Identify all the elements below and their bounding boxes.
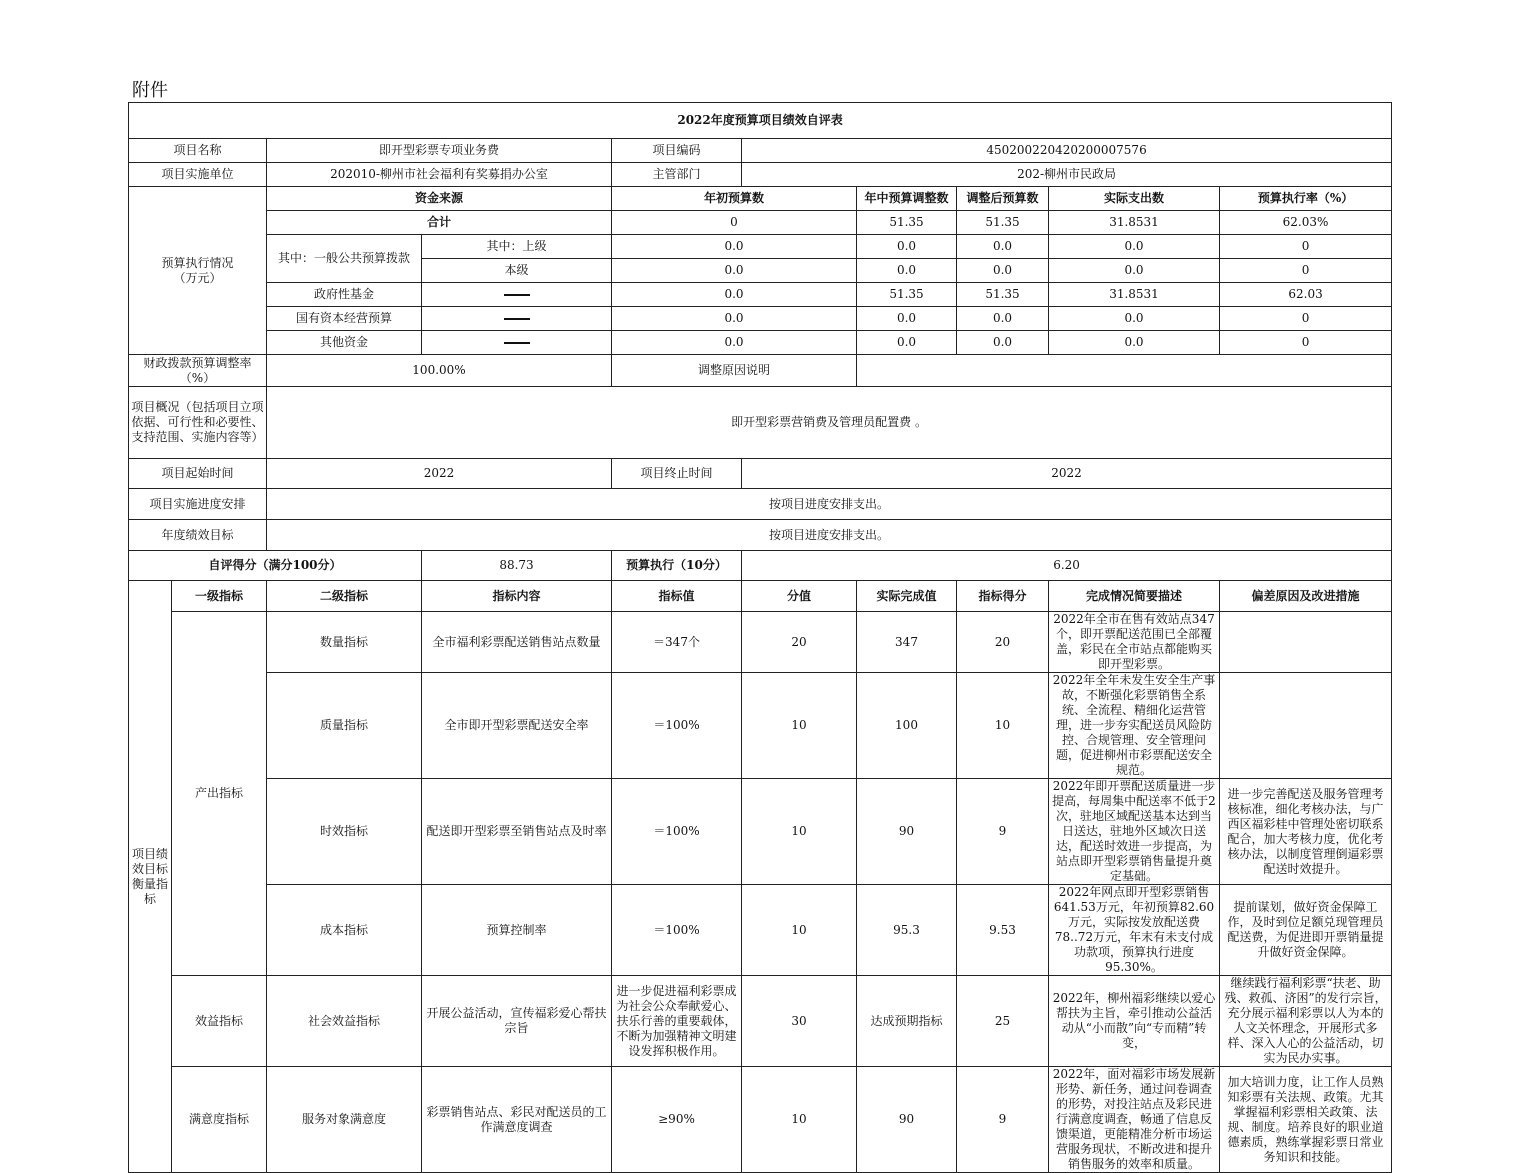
budget-other-actual: 0.0 [1049,331,1220,355]
progress-label: 项目实施进度安排 [129,489,267,520]
ind-deviation: 进一步完善配送及服务管理考核标准，细化考核办法，与广西区福彩桂中管理处密切联系配合，加大考核力度，优化考核办法，以制度管理倒逼彩票配送时效提升。 [1220,779,1392,885]
budget-local-midyear: 0.0 [857,259,957,283]
ind-level2: 质量指标 [267,673,422,779]
project-code: 450200220420200007576 [742,139,1392,163]
output-indicator-label: 产出指标 [172,612,267,976]
ind-header-summary: 完成情况简要描述 [1049,581,1220,612]
ind-summary: 2022年全年未发生安全生产事故，不断强化彩票销售全系统、全流程、精细化运营管理，进一步夯实配送员风险防控、合规管理、安全管理问题，促进柳州市彩票配送安全规范。 [1049,673,1220,779]
self-score-label: 自评得分（满分100分） [129,551,422,581]
ind-score: 10 [957,673,1049,779]
table-row [129,779,1392,885]
budget-upper-initial: 0.0 [612,235,857,259]
budget-total-actual: 31.8531 [1049,211,1220,235]
ind-header-actual: 实际完成值 [857,581,957,612]
budget-govfund-initial: 0.0 [612,283,857,307]
adjust-rate-label: 财政拨款预算调整率（%） [129,355,267,387]
end-time-value: 2022 [742,459,1392,489]
ind-content: 全市即开型彩票配送安全率 [422,673,612,779]
budget-govfund-rate: 62.03 [1220,283,1392,307]
budget-upper-actual: 0.0 [1049,235,1220,259]
satisfaction-indicator-label: 满意度指标 [172,1067,267,1173]
ind-header-points: 分值 [742,581,857,612]
project-name: 即开型彩票专项业务费 [267,139,612,163]
ind-actual: 347 [857,612,957,673]
ind-target: 进一步促进福利彩票成为社会公众奉献爱心、扶乐行善的重要载体，不断为加强精神文明建设发挥积极作用。 [612,976,742,1067]
start-time-label: 项目起始时间 [129,459,267,489]
ind-level2: 服务对象满意度 [267,1067,422,1173]
budget-header-midyear: 年中预算调整数 [857,187,957,211]
budget-total-adjusted: 51.35 [957,211,1049,235]
ind-target: ＝347个 [612,612,742,673]
unit-label: 项目实施单位 [129,163,267,187]
exec-score-label: 预算执行（10分） [612,551,742,581]
budget-upper-midyear: 0.0 [857,235,957,259]
budget-local-rate: 0 [1220,259,1392,283]
ind-content: 全市福利彩票配送销售站点数量 [422,612,612,673]
budget-upper-adjusted: 0.0 [957,235,1049,259]
budget-header-actual: 实际支出数 [1049,187,1220,211]
ind-deviation [1220,612,1392,673]
benefit-indicator-label: 效益指标 [172,976,267,1067]
budget-header-adjusted: 调整后预算数 [957,187,1049,211]
budget-state-dash [422,307,612,331]
dept-value: 202-柳州市民政局 [742,163,1392,187]
ind-points: 10 [742,673,857,779]
budget-general-label: 其中：一般公共预算拨款 [267,235,422,283]
ind-actual: 90 [857,1067,957,1173]
budget-local-actual: 0.0 [1049,259,1220,283]
ind-header-target: 指标值 [612,581,742,612]
budget-govfund-dash [422,283,612,307]
ind-deviation [1220,673,1392,779]
budget-govfund-midyear: 51.35 [857,283,957,307]
budget-total-label: 合计 [267,211,612,235]
ind-summary: 2022年，面对福彩市场发展新形势、新任务，通过问卷调查的形势，对投注站点及彩民进行满意度调查，畅通了信息反馈渠道，更能精准分析市场运营服务现状，不断改进和提升销售服务的效率和质量。 [1049,1067,1220,1173]
ind-header-level2: 二级指标 [267,581,422,612]
budget-upper-rate: 0 [1220,235,1392,259]
start-time-value: 2022 [267,459,612,489]
ind-header-level1: 一级指标 [172,581,267,612]
ind-points: 10 [742,779,857,885]
adjust-reason-value [857,355,1392,387]
ind-score: 25 [957,976,1049,1067]
self-score-value: 88.73 [422,551,612,581]
budget-header-rate: 预算执行率（%） [1220,187,1392,211]
end-time-label: 项目终止时间 [612,459,742,489]
overview-value: 即开型彩票营销费及管理员配置费 。 [267,387,1392,459]
ind-level2: 时效指标 [267,779,422,885]
budget-state-midyear: 0.0 [857,307,957,331]
table-row [129,612,1392,673]
ind-content: 预算控制率 [422,885,612,976]
budget-other-initial: 0.0 [612,331,857,355]
ind-level2: 数量指标 [267,612,422,673]
budget-other-adjusted: 0.0 [957,331,1049,355]
budget-state-actual: 0.0 [1049,307,1220,331]
ind-header-score: 指标得分 [957,581,1049,612]
budget-govfund-adjusted: 51.35 [957,283,1049,307]
ind-summary: 2022年网点即开型彩票销售641.53万元，年初预算82.60万元，实际按发放配送费78..72万元，年末有未支付成功款项，预算执行进度95.30%。 [1049,885,1220,976]
table-title: 2022年度预算项目绩效自评表 [129,103,1392,139]
dept-label: 主管部门 [612,163,742,187]
budget-other-dash [422,331,612,355]
progress-value: 按项目进度安排支出。 [267,489,1392,520]
ind-actual: 达成预期指标 [857,976,957,1067]
project-name-label: 项目名称 [129,139,267,163]
budget-upper-label: 其中：上级 [422,235,612,259]
budget-header-initial: 年初预算数 [612,187,857,211]
ind-actual: 95.3 [857,885,957,976]
table-row [129,976,1392,1067]
ind-header-content: 指标内容 [422,581,612,612]
project-code-label: 项目编码 [612,139,742,163]
ind-points: 30 [742,976,857,1067]
ind-content: 开展公益活动，宣传福彩爱心帮扶宗旨 [422,976,612,1067]
budget-total-rate: 62.03% [1220,211,1392,235]
table-row [129,1067,1392,1173]
budget-other-label: 其他资金 [267,331,422,355]
unit-value: 202010-柳州市社会福利有奖募捐办公室 [267,163,612,187]
ind-deviation: 加大培训力度，让工作人员熟知彩票有关法规、政策。尤其掌握福利彩票相关政策、法规、制度。培养良好的职业道德素质，熟练掌握彩票日常业务知识和技能。 [1220,1067,1392,1173]
ind-summary: 2022年即开票配送质量进一步提高，每周集中配送率不低于2次，驻地区域配送基本达到当日送达，驻地外区域次日送达，配送时效进一步提高，为站点即开型彩票销售量提升奠定基础。 [1049,779,1220,885]
ind-actual: 100 [857,673,957,779]
ind-score: 9.53 [957,885,1049,976]
ind-points: 10 [742,1067,857,1173]
budget-other-midyear: 0.0 [857,331,957,355]
ind-deviation: 提前谋划，做好资金保障工作，及时到位足额兑现管理员配送费，为促进即开票销量提升做好资金保障。 [1220,885,1392,976]
ind-level2: 成本指标 [267,885,422,976]
annual-goal-label: 年度绩效目标 [129,520,267,551]
budget-state-label: 国有资本经营预算 [267,307,422,331]
ind-target: ＝100% [612,885,742,976]
ind-score: 9 [957,1067,1049,1173]
table-row [129,885,1392,976]
budget-total-initial: 0 [612,211,857,235]
ind-content: 彩票销售站点、彩民对配送员的工作满意度调查 [422,1067,612,1173]
ind-target: ＝100% [612,779,742,885]
ind-target: ＝100% [612,673,742,779]
ind-target: ≥90% [612,1067,742,1173]
indicators-section-label: 项目绩效目标衡量指标 [129,581,172,1173]
annual-goal-value: 按项目进度安排支出。 [267,520,1392,551]
adjust-rate-value: 100.00% [267,355,612,387]
budget-govfund-actual: 31.8531 [1049,283,1220,307]
table-row [129,673,1392,779]
adjust-reason-label: 调整原因说明 [612,355,857,387]
budget-total-midyear: 51.35 [857,211,957,235]
budget-section-label: 预算执行情况 （万元） [129,187,267,355]
overview-label: 项目概况（包括项目立项依据、可行性和必要性、支持范围、实施内容等） [129,387,267,459]
exec-score-value: 6.20 [742,551,1392,581]
budget-local-adjusted: 0.0 [957,259,1049,283]
budget-state-adjusted: 0.0 [957,307,1049,331]
ind-content: 配送即开型彩票至销售站点及时率 [422,779,612,885]
budget-state-initial: 0.0 [612,307,857,331]
ind-summary: 2022年，柳州福彩继续以爱心帮扶为主旨，牵引推动公益活动从“小而散”向“专而精”转变， [1049,976,1220,1067]
ind-points: 10 [742,885,857,976]
budget-local-label: 本级 [422,259,612,283]
budget-govfund-label: 政府性基金 [267,283,422,307]
ind-deviation: 继续践行福利彩票“扶老、助残、救孤、济困”的发行宗旨，充分展示福利彩票以人为本的人文关怀理念，开展形式多样、深入人心的公益活动，切实为民办实事。 [1220,976,1392,1067]
attachment-label: 附件 [132,80,168,101]
budget-state-rate: 0 [1220,307,1392,331]
ind-actual: 90 [857,779,957,885]
performance-evaluation-table [128,102,1392,1173]
budget-header-source: 资金来源 [267,187,612,211]
ind-score: 9 [957,779,1049,885]
budget-other-rate: 0 [1220,331,1392,355]
ind-header-deviation: 偏差原因及改进措施 [1220,581,1392,612]
budget-local-initial: 0.0 [612,259,857,283]
ind-summary: 2022年全市在售有效站点347个，即开票配送范围已全部覆盖，彩民在全市站点都能购买即开型彩票。 [1049,612,1220,673]
ind-points: 20 [742,612,857,673]
ind-score: 20 [957,612,1049,673]
ind-level2: 社会效益指标 [267,976,422,1067]
